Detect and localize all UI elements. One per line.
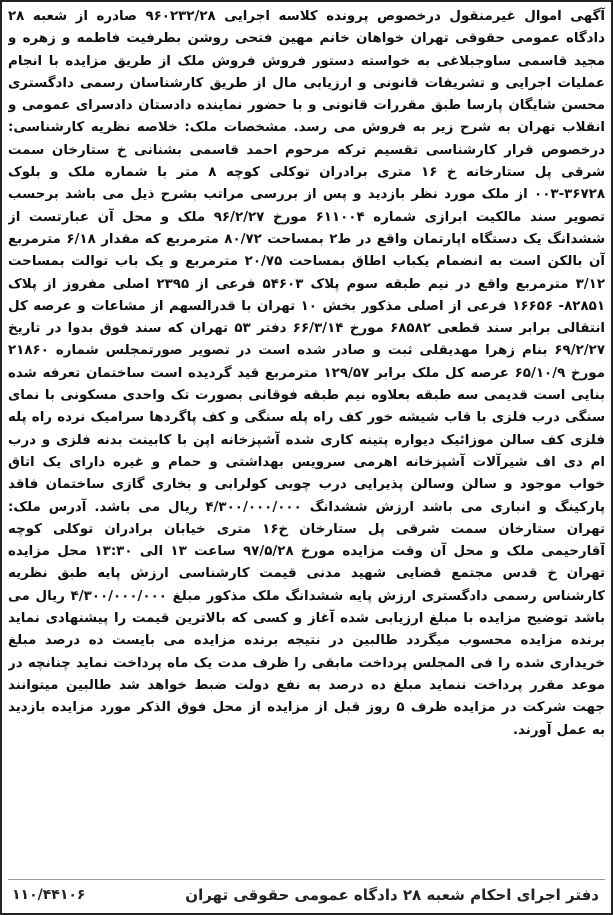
- issuing-office: دفتر اجرای احکام شعبه ۲۸ دادگاه عمومی حقوقی تهران: [185, 886, 599, 904]
- notice-body-text: آگهی اموال غیرمنقول درخصوص پرونده کلاسه اجرایی ۹۶۰۲۳۲/۲۸ صادره از شعبه ۲۸ دادگاه عمومی حقوقی تهران خواهان خانم مهین فتحی روشن بطرفیت فاطمه و زهره و مجید قاسمی ساوجبلاغی به خواسته دستور فروش فروش ملک از طریق مزایده با انجام عملیات اجرایی و تشریفات قانونی و ارزیابی مال از طریق کارشناسان رسمی دادگستری محسن شایگان پارسا طبق مقررات قانونی و با حضور نماینده دادستان دادسرای عمومی و انقلاب تهران به شرح زیر به فروش می رسد. مشخصات ملک: خلاصه نظریه کارشناسی: درخصوص قرار کارشناسی تقسیم ترکه مرحوم احمد قاسمی بشنانی خ ستارخان سمت شرقی پل ستارخانه خ ۱۶ متری برادران توکلی کوچه ۸ متر با شماره ملک و بلوک ۳۶۷۲۸-۰۰۳ از ملک مورد نظر بازدید و پس از بررسی مراتب بشرح ذیل می باشد برحسب تصویر سند مالکیت ابرازی شماره ۶۱۱۰۰۴ مورخ ۹۶/۲/۲۷ ملک و محل آن عبارتست از ششدانگ یک دستگاه اپارتمان واقع در ط۲ بمساحت ۸۰/۷۲ مترمربع که مقدار ۶/۱۸ مترمربع آن بالکن است به انضمام یکباب اطاق بمساحت ۲۰/۷۵ مترمربع و یک باب توالت بمساحت ۳/۱۲ مترمربع واقع در نیم طبقه سوم پلاک ۵۴۶۰۳ فرعی از ۲۳۹۵ اصلی مفروز از پلاک ۸۲۸۵۱- ۱۶۶۵۶ فرعی از اصلی مذکور بخش ۱۰ تهران با قدرالسهم از مشاعات و عرصه کل انتقالی برابر سند قطعی ۶۸۵۸۲ مورخ ۶۶/۳/۱۴ دفتر ۵۳ تهران که سند فوق بدوا در تاریخ ۶۹/۲/۲۷ بنام زهرا مهدیقلی ثبت و صادر شده است در تصویر صورتمجلس شماره ۲۱۸۶۰ مورخ ۶۵/۱۰/۹ عرصه کل ملک برابر ۱۲۹/۵۷ مترمربع قید گردیده است ساختمان تعرفه شده بنایی است قدیمی سه طبقه بعلاوه نیم طبقه فوقانی بصورت تک واحدی مسکونی با نمای سنگی درب فلزی با قاب شیشه خور کف راه پله سنگی و کف پاگردها سرامیک نرده راه پله فلزی کف سالن موزائیک دیواره پتینه کاری شده آشپزخانه اپن با کابینت بدنه فلزی و درب ام دی اف شیرآلات آشپزخانه اهرمی سرویس بهداشتی و حمام و غیره دارای یک اتاق خواب موجود و سالن وسالن پذیرایی درب چوبی کولرابی و بخاری گازی ساختمان فاقد پارکینگ و انباری می باشد ارزش ششدانگ ۴/۳۰۰/۰۰۰/۰۰۰ ریال می باشد. آدرس ملک: تهران ستارخان سمت شرقی پل ستارخان خ۱۶ متری خیابان برادران توکلی کوچه آقارحیمی ملک و محل آن وقت مزایده مورخ ۹۷/۵/۲۸ ساعت ۱۳ الی ۱۳:۳۰ محل مزایده تهران خ قدس مجتمع قضایی شهید مدنی قیمت کارشناسی ارزش پایه طبق نظریه کارشناس رسمی دادگستری ارزش پایه ششدانگ ملک مذکور مبلغ ۴/۳۰۰/۰۰۰/۰۰۰ ریال می باشد توضیح مزایده با مبلغ ارزیابی شده آغاز و کسی که بالاترین قیمت را پیشنهادی نماید برنده مزایده محسوب میگردد طالبین در نتیجه برنده مزایده می بایست ده درصد مبلغ خریداری شده را فی المجلس پرداخت مابقی را ظرف مدت یک ماه پرداخت نماید چنانچه در موعد مقرر پرداخت ننماید مبلغ ده درصد به نفع دولت ضبط خواهد شد طالبین میتوانند جهت شرکت در مزایده ظرف ۵ روز قبل از مزایده از محل فوق الذکر مورد مزایده بازدید به عمل آورند.: [8, 9, 605, 738]
- notice-footer: [12, 883, 599, 907]
- notice-content: [8, 6, 605, 879]
- footer-divider: [8, 879, 605, 880]
- notice-reference-code: ۱۱۰/۴۴۱۰۶: [12, 887, 86, 903]
